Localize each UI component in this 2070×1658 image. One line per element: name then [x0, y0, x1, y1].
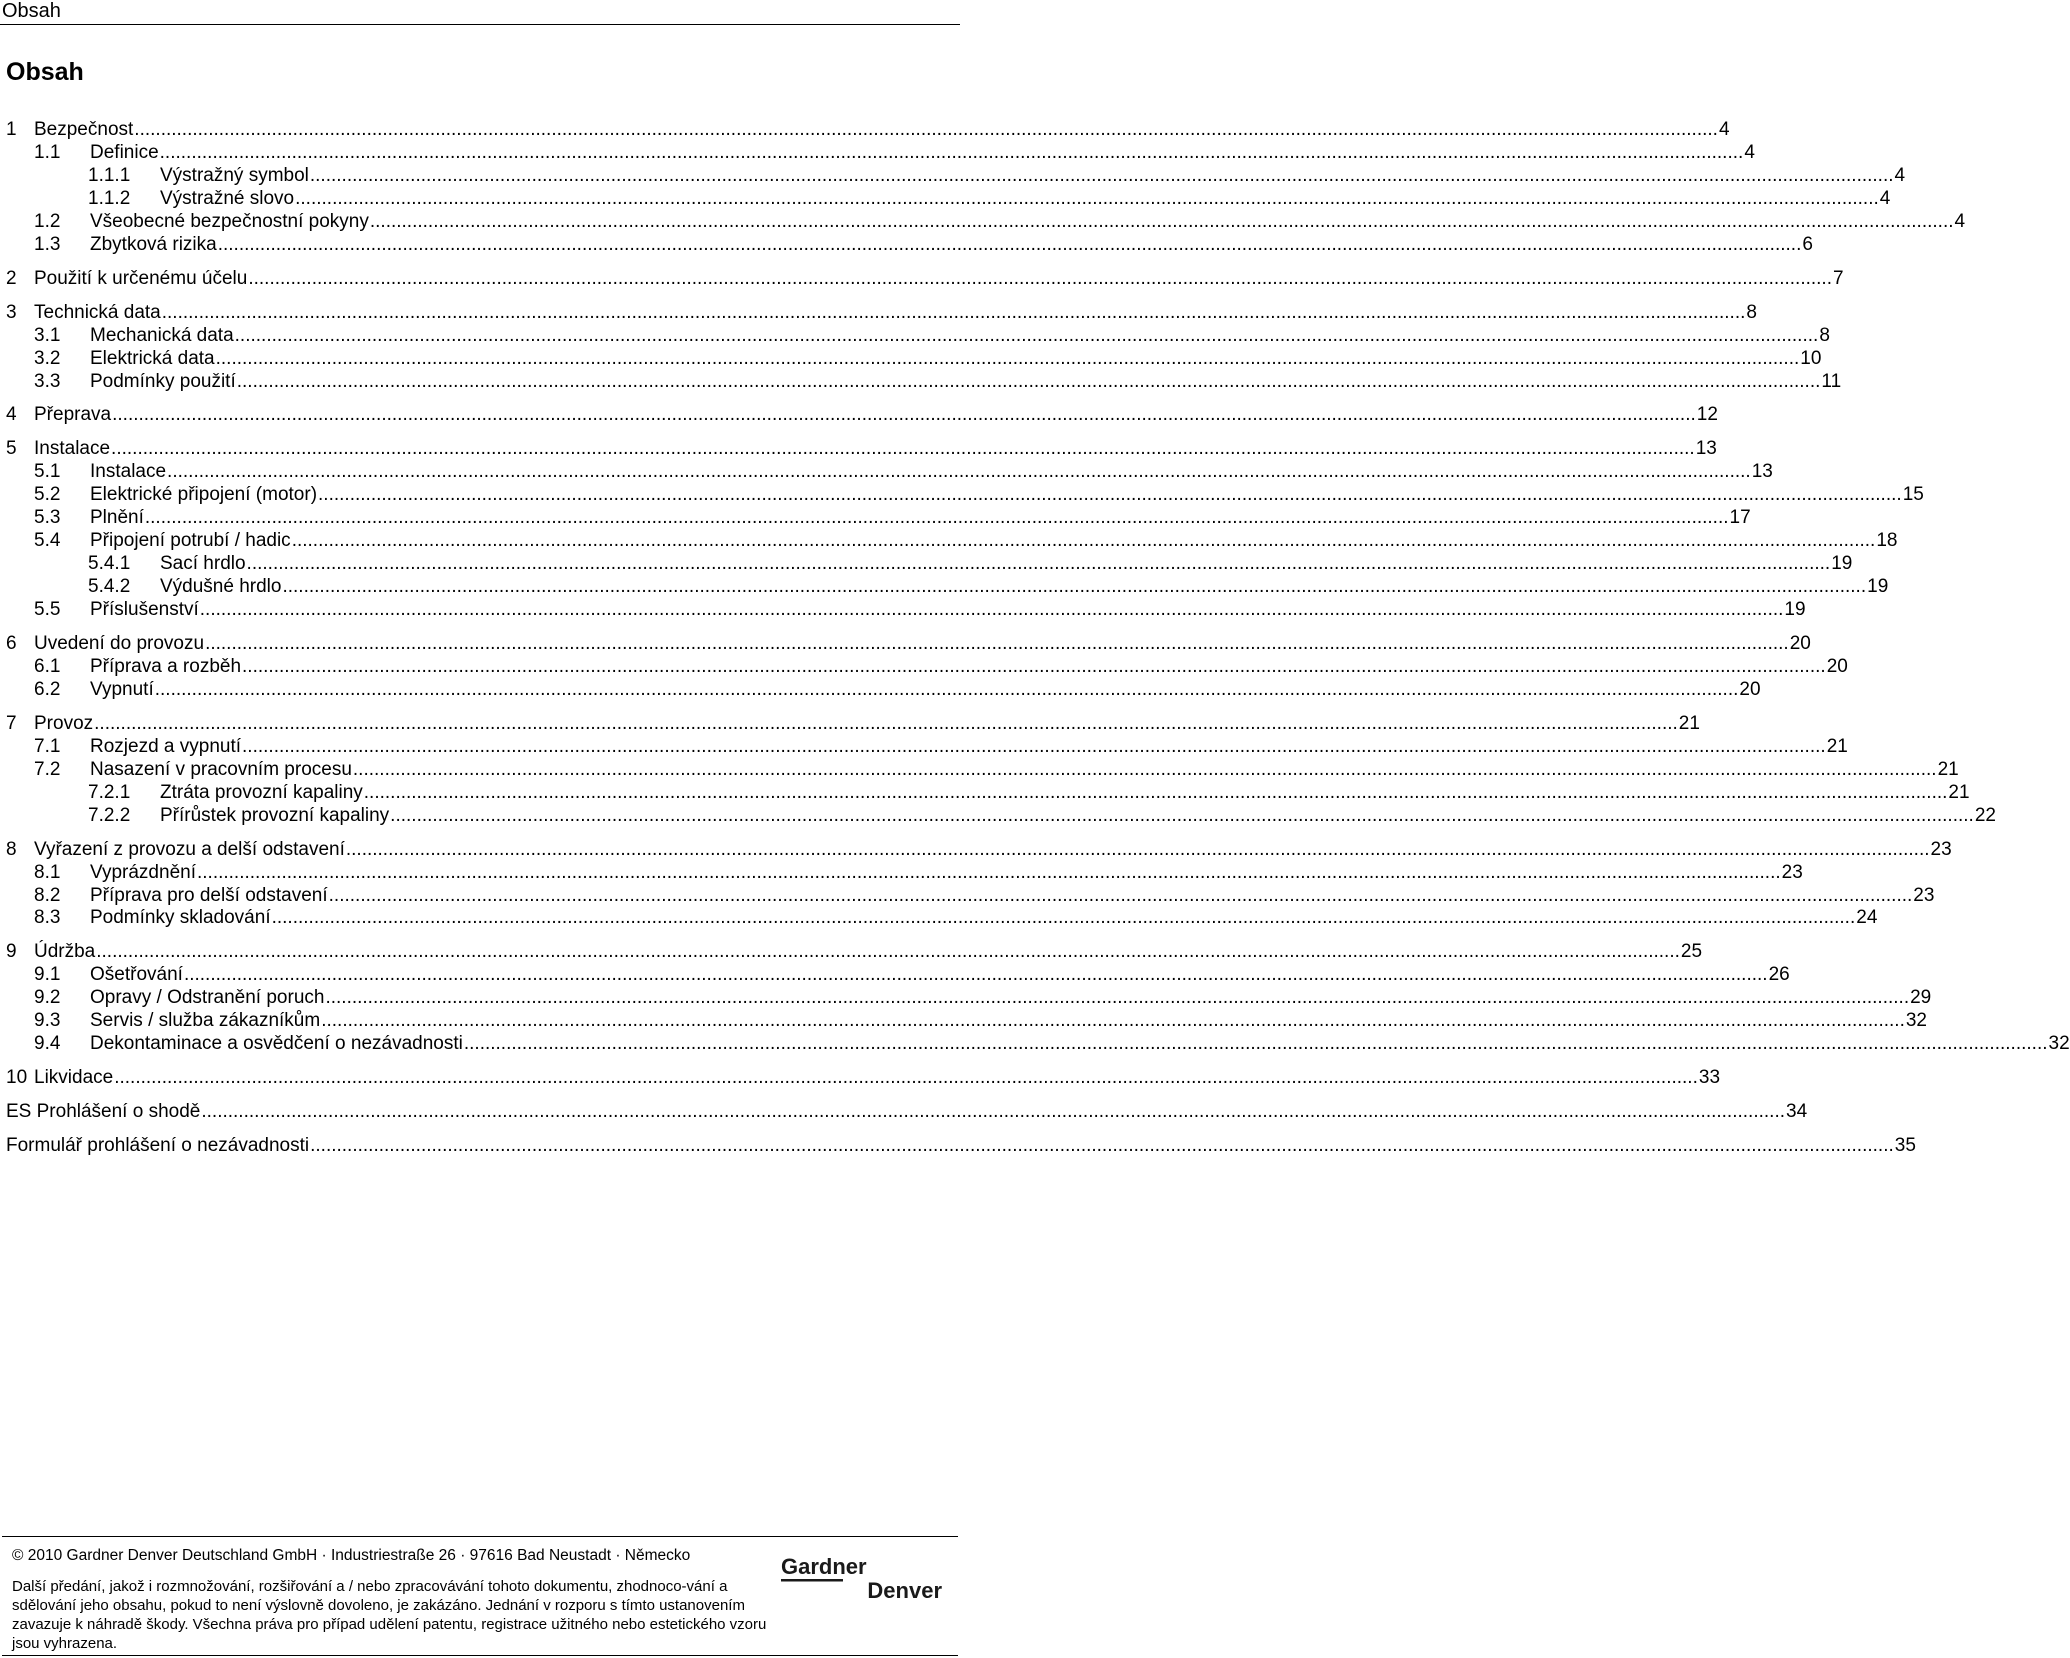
toc-entry-page: 4 — [1894, 164, 1906, 186]
toc-leader-dots: ............................................................................................................................................................................................................................................................................................................ — [201, 1101, 1786, 1123]
toc-entry-title: Příprava a rozběh — [90, 655, 242, 677]
toc-entry-page: 4 — [1954, 210, 1966, 232]
toc-entry-title: Výdušné hrdlo — [160, 576, 282, 598]
toc-leader-dots: ............................................................................................................................................................................................................................................................................................................ — [242, 735, 1826, 757]
toc-entry-title: Likvidace — [34, 1067, 114, 1089]
toc-entry[interactable] — [0, 301, 1757, 325]
toc-entry-number: 3.2 — [34, 347, 61, 369]
toc-leader-dots: ............................................................................................................................................................................................................................................................................................................ — [154, 678, 1739, 700]
toc-entry[interactable] — [0, 838, 1952, 862]
page-footer — [2, 1536, 958, 1656]
toc-entry[interactable] — [0, 781, 1970, 805]
toc-entry-title: Vyřazení z provozu a delší odstavení — [34, 838, 345, 860]
toc-entry-page: 19 — [1831, 553, 1853, 575]
toc-entry-page: 6 — [1802, 233, 1813, 255]
toc-entry-page: 8 — [1819, 324, 1830, 346]
toc-leader-dots: ............................................................................................................................................................................................................................................................................................................ — [167, 461, 1751, 483]
toc-entry-number: 7 — [6, 712, 17, 734]
toc-entry[interactable] — [0, 1134, 1916, 1158]
toc-entry[interactable] — [0, 437, 1717, 461]
toc-entry-title: Nasazení v pracovním procesu — [90, 758, 352, 780]
toc-entry-page: 24 — [1856, 907, 1878, 929]
toc-entry[interactable] — [0, 1066, 1721, 1090]
toc-leader-dots: ............................................................................................................................................................................................................................................................................................................ — [159, 141, 1744, 163]
toc-leader-dots: ............................................................................................................................................................................................................................................................................................................ — [196, 861, 1781, 883]
toc-entry-title: Všeobecné bezpečnostní pokyny — [90, 210, 369, 232]
toc-leader-dots: ............................................................................................................................................................................................................................................................................................................ — [242, 655, 1826, 677]
toc-entry[interactable] — [0, 141, 1755, 165]
toc-entry-page: 4 — [1718, 119, 1730, 140]
toc-leader-dots: ............................................................................................................................................................................................................................................................................................................ — [217, 233, 1802, 255]
toc-entry-page: 22 — [1974, 804, 1996, 826]
toc-leader-dots: ............................................................................................................................................................................................................................................................................................................ — [144, 507, 1729, 529]
toc-entry-page: 32 — [1905, 1010, 1927, 1032]
toc-entry[interactable] — [0, 506, 1751, 530]
toc-leader-dots: ............................................................................................................................................................................................................................................................................................................ — [295, 187, 1879, 209]
toc-entry-page: 4 — [1879, 187, 1891, 209]
toc-entry-title: Podmínky použití — [90, 370, 236, 392]
toc-entry-number: 1.1 — [34, 141, 61, 163]
toc-entry-number: 1.1.2 — [88, 187, 131, 209]
toc-leader-dots: ............................................................................................................................................................................................................................................................................................................ — [234, 324, 1819, 346]
toc-entry-page: 34 — [1786, 1101, 1808, 1123]
toc-entry-number: 2 — [6, 267, 17, 289]
toc-entry-number: 3 — [6, 301, 17, 323]
footer-copyright: © 2010 Gardner Denver Deutschland GmbH · Industriestraße 26 · 97616 Bad Neustadt · Německo — [12, 1547, 691, 1564]
page-title: Obsah — [6, 58, 84, 86]
toc-entry-number: 8.2 — [34, 884, 61, 906]
toc-entry-number: 1.1.1 — [88, 164, 131, 186]
toc-entry-number: 5 — [6, 438, 17, 460]
toc-leader-dots: ............................................................................................................................................................................................................................................................................................................ — [318, 484, 1902, 506]
toc-entry-number: 7.1 — [34, 735, 61, 757]
toc-entry[interactable] — [0, 963, 1790, 987]
toc-entry-page: 23 — [1913, 884, 1935, 906]
toc-entry-number: 7.2.1 — [88, 781, 131, 803]
toc-entry-page: 19 — [1784, 599, 1806, 621]
toc-entry-number: 9.1 — [34, 964, 61, 986]
toc-entry-title: Instalace — [90, 461, 167, 483]
footer-legal-notice: Další předání, jakož i rozmnožování, rozšiřování a / nebo zpracovávání tohoto dokumentu, zhodnoco-vání a sdělování jeho obsahu, pokud to není výslovně dovoleno, je zakázáno. Jednání v rozporu s tímto ustanovením zavazuje k náhradě škody. Všechna práva pro případ udělení patentu, registrace užitného nebo estetického vzoru jsou vyhrazena. — [12, 1578, 767, 1652]
toc-leader-dots: ............................................................................................................................................................................................................................................................................................................ — [248, 267, 1832, 289]
toc-entry-title: Připojení potrubí / hadic — [90, 530, 291, 552]
toc-entry-title: Zbytková rizika — [90, 233, 217, 255]
toc-leader-dots: ............................................................................................................................................................................................................................................................................................................ — [199, 599, 1784, 621]
toc-entry-title: Servis / služba zákazníkům — [90, 1010, 321, 1032]
toc-entry[interactable] — [0, 1100, 1808, 1124]
toc-leader-dots: ............................................................................................................................................................................................................................................................................................................ — [282, 576, 1867, 598]
toc-entry-number: 8.1 — [34, 861, 61, 883]
gardner-denver-logo — [779, 1553, 944, 1603]
toc-leader-dots: ............................................................................................................................................................................................................................................................................................................ — [390, 804, 1974, 826]
toc-leader-dots: ............................................................................................................................................................................................................................................................................................................ — [94, 712, 1678, 734]
toc-entry[interactable] — [0, 347, 1822, 371]
toc-entry-title: Sací hrdlo — [160, 553, 246, 575]
toc-entry-title: Definice — [90, 141, 159, 163]
toc-leader-dots: ............................................................................................................................................................................................................................................................................................................ — [309, 164, 1894, 186]
toc-entry-page: 32 — [2048, 1033, 2070, 1055]
toc-entry-page: 4 — [1744, 141, 1755, 163]
toc-entry-number: 5.4.1 — [88, 553, 131, 575]
toc-entry[interactable] — [0, 575, 1889, 599]
toc-entry[interactable] — [0, 1032, 2070, 1056]
toc-leader-dots: ............................................................................................................................................................................................................................................................................................................ — [291, 530, 1876, 552]
toc-entry-title: Formulář prohlášení o nezávadnosti — [6, 1135, 310, 1157]
toc-entry-page: 11 — [1821, 370, 1842, 392]
toc-leader-dots: ............................................................................................................................................................................................................................................................................................................ — [363, 781, 1948, 803]
toc-entry-title: Plnění — [90, 507, 144, 529]
toc-entry-title: Přeprava — [34, 404, 112, 426]
toc-entry[interactable] — [0, 267, 1844, 291]
toc-entry[interactable] — [0, 598, 1806, 622]
toc-entry-title: Provoz — [34, 712, 94, 734]
toc-entry-title: Elektrická data — [90, 347, 215, 369]
toc-entry-page: 20 — [1826, 655, 1848, 677]
toc-entry-page: 21 — [1948, 781, 1970, 803]
toc-entry-title: Ošetřování — [90, 964, 183, 986]
toc-leader-dots: ............................................................................................................................................................................................................................................................................................................ — [369, 210, 1954, 232]
toc-entry-number: 5.1 — [34, 461, 61, 483]
toc-entry[interactable] — [0, 986, 1932, 1010]
toc-entry[interactable] — [0, 632, 1811, 656]
toc-entry[interactable] — [0, 552, 1853, 576]
toc-leader-dots: ............................................................................................................................................................................................................................................................................................................ — [215, 347, 1800, 369]
toc-entry-title: Bezpečnost — [34, 119, 134, 140]
toc-entry-title: Vyprázdnění — [90, 861, 196, 883]
toc-entry-page: 23 — [1930, 838, 1952, 860]
toc-entry-title: Ztráta provozní kapaliny — [160, 781, 363, 803]
toc-leader-dots: ............................................................................................................................................................................................................................................................................................................ — [183, 964, 1768, 986]
toc-entry-title: Příprava pro delší odstavení — [90, 884, 328, 906]
running-header — [0, 0, 960, 25]
toc-entry-number: 3.3 — [34, 370, 61, 392]
toc-entry-page: 29 — [1910, 987, 1932, 1009]
toc-entry[interactable] — [0, 529, 1898, 553]
toc-entry[interactable] — [0, 735, 1848, 759]
toc-entry-title: Rozjezd a vypnutí — [90, 735, 242, 757]
toc-entry-page: 7 — [1833, 267, 1844, 289]
toc-leader-dots: ............................................................................................................................................................................................................................................................................................................ — [463, 1033, 2048, 1055]
logo-icon — [779, 1553, 944, 1603]
toc-entry-title: Opravy / Odstranění poruch — [90, 987, 325, 1009]
toc-leader-dots: ............................................................................................................................................................................................................................................................................................................ — [310, 1135, 1894, 1157]
toc-entry-page: 15 — [1902, 484, 1924, 506]
toc-entry-number: 1.3 — [34, 233, 61, 255]
toc-entry[interactable] — [0, 118, 1730, 142]
toc-entry-page: 26 — [1768, 964, 1790, 986]
logo-line1: Gardner — [781, 1554, 867, 1579]
toc-entry[interactable] — [0, 324, 1830, 348]
toc-entry[interactable] — [0, 187, 1891, 211]
toc-entry-page: 20 — [1789, 633, 1811, 654]
toc-entry[interactable] — [0, 712, 1700, 736]
toc-entry-page: 21 — [1826, 735, 1848, 757]
toc-entry-number: 5.4 — [34, 530, 61, 552]
toc-entry-page: 12 — [1696, 404, 1718, 426]
toc-entry-title: Vypnutí — [90, 678, 154, 700]
toc-entry-number: 8.3 — [34, 907, 61, 929]
toc-entry-title: Použití k určenému účelu — [34, 267, 248, 289]
toc-entry-number: 6.2 — [34, 678, 61, 700]
toc-entry-page: 18 — [1876, 530, 1898, 552]
toc-entry-number: 9.2 — [34, 987, 61, 1009]
toc-entry-page: 10 — [1800, 347, 1822, 369]
toc-entry-title: Elektrické připojení (motor) — [90, 484, 318, 506]
toc-entry-page: 13 — [1695, 438, 1717, 460]
toc-entry-title: Údržba — [34, 941, 96, 963]
toc-entry-page: 21 — [1678, 712, 1700, 734]
running-header-title: Obsah — [2, 0, 61, 22]
toc-entry-title: Technická data — [34, 301, 161, 323]
toc-entry[interactable] — [0, 940, 1703, 964]
toc-entry-number: 9 — [6, 941, 17, 963]
toc-leader-dots: ............................................................................................................................................................................................................................................................................................................ — [325, 987, 1910, 1009]
toc-leader-dots: ............................................................................................................................................................................................................................................................................................................ — [246, 553, 1831, 575]
toc-entry-number: 9.3 — [34, 1010, 61, 1032]
toc-entry[interactable] — [0, 655, 1848, 679]
toc-leader-dots: ............................................................................................................................................................................................................................................................................................................ — [345, 838, 1930, 860]
toc-entry-number: 7.2.2 — [88, 804, 131, 826]
toc-entry-number: 3.1 — [34, 324, 61, 346]
toc-entry-page: 20 — [1739, 678, 1761, 700]
toc-entry[interactable] — [0, 370, 1842, 394]
toc-entry-title: Výstražný symbol — [160, 164, 309, 186]
toc-entry-number: 5.5 — [34, 599, 61, 621]
toc-entry-page: 19 — [1867, 576, 1889, 598]
toc-leader-dots: ............................................................................................................................................................................................................................................................................................................ — [271, 907, 1856, 929]
toc-entry[interactable] — [0, 906, 1878, 930]
toc-leader-dots: ............................................................................................................................................................................................................................................................................................................ — [321, 1010, 1905, 1032]
toc-leader-dots: ............................................................................................................................................................................................................................................................................................................ — [134, 119, 1718, 140]
toc-entry-title: Výstražné slovo — [160, 187, 295, 209]
toc-leader-dots: ............................................................................................................................................................................................................................................................................................................ — [111, 438, 1695, 460]
logo-line2: Denver — [867, 1578, 942, 1603]
toc-entry[interactable] — [0, 804, 1996, 828]
toc-entry[interactable] — [0, 884, 1935, 908]
toc-entry-page: 35 — [1894, 1135, 1916, 1157]
toc-entry-number: 7.2 — [34, 758, 61, 780]
toc-entry-title: Mechanická data — [90, 324, 234, 346]
toc-entry-page: 25 — [1680, 941, 1703, 963]
toc-entry-title: Přírůstek provozní kapaliny — [160, 804, 390, 826]
toc-entry-title: Příslušenství — [90, 599, 199, 621]
toc-entry-number: 1.2 — [34, 210, 61, 232]
toc-entry[interactable] — [0, 460, 1773, 484]
toc-entry[interactable] — [0, 164, 1906, 188]
toc-entry-number: 5.3 — [34, 507, 61, 529]
toc-entry-number: 5.2 — [34, 484, 61, 506]
toc-entry[interactable] — [0, 1009, 1927, 1033]
toc-entry-number: 9.4 — [34, 1033, 61, 1055]
toc-leader-dots: ............................................................................................................................................................................................................................................................................................................ — [112, 404, 1696, 426]
toc-entry-page: 8 — [1746, 301, 1757, 323]
toc-entry-page: 21 — [1937, 758, 1959, 780]
toc-leader-dots: ............................................................................................................................................................................................................................................................................................................ — [328, 884, 1913, 906]
toc-entry-page: 23 — [1781, 861, 1803, 883]
toc-entry[interactable] — [0, 233, 1813, 257]
toc-entry-title: ES Prohlášení o shodě — [6, 1101, 201, 1123]
toc-entry-number: 10 — [6, 1067, 28, 1089]
toc-entry[interactable] — [0, 758, 1959, 782]
toc-entry[interactable] — [0, 210, 1966, 234]
toc-entry-title: Instalace — [34, 438, 111, 460]
toc-entry[interactable] — [0, 861, 1803, 885]
toc-leader-dots: ............................................................................................................................................................................................................................................................................................................ — [236, 370, 1821, 392]
toc-entry-page: 33 — [1698, 1067, 1721, 1089]
toc-leader-dots: ............................................................................................................................................................................................................................................................................................................ — [114, 1067, 1698, 1089]
toc-entry[interactable] — [0, 483, 1924, 507]
toc-entry-number: 6.1 — [34, 655, 61, 677]
toc-entry-number: 5.4.2 — [88, 576, 131, 598]
toc-entry-title: Dekontaminace a osvědčení o nezávadnosti — [90, 1033, 463, 1055]
toc-entry[interactable] — [0, 678, 1761, 702]
toc-entry-page: 13 — [1751, 461, 1773, 483]
toc-leader-dots: ............................................................................................................................................................................................................................................................................................................ — [352, 758, 1937, 780]
toc-entry-number: 6 — [6, 633, 17, 654]
toc-leader-dots: ............................................................................................................................................................................................................................................................................................................ — [205, 633, 1789, 654]
toc-entry-page: 17 — [1729, 507, 1751, 529]
toc-leader-dots: ............................................................................................................................................................................................................................................................................................................ — [161, 301, 1746, 323]
toc-entry-number: 1 — [6, 119, 17, 140]
toc-entry-title: Uvedení do provozu — [34, 633, 205, 654]
toc-entry-number: 8 — [6, 838, 17, 860]
toc-entry[interactable] — [0, 403, 1718, 427]
toc-entry-title: Podmínky skladování — [90, 907, 271, 929]
toc-entry-number: 4 — [6, 404, 17, 426]
toc-leader-dots: ............................................................................................................................................................................................................................................................................................................ — [96, 941, 1680, 963]
